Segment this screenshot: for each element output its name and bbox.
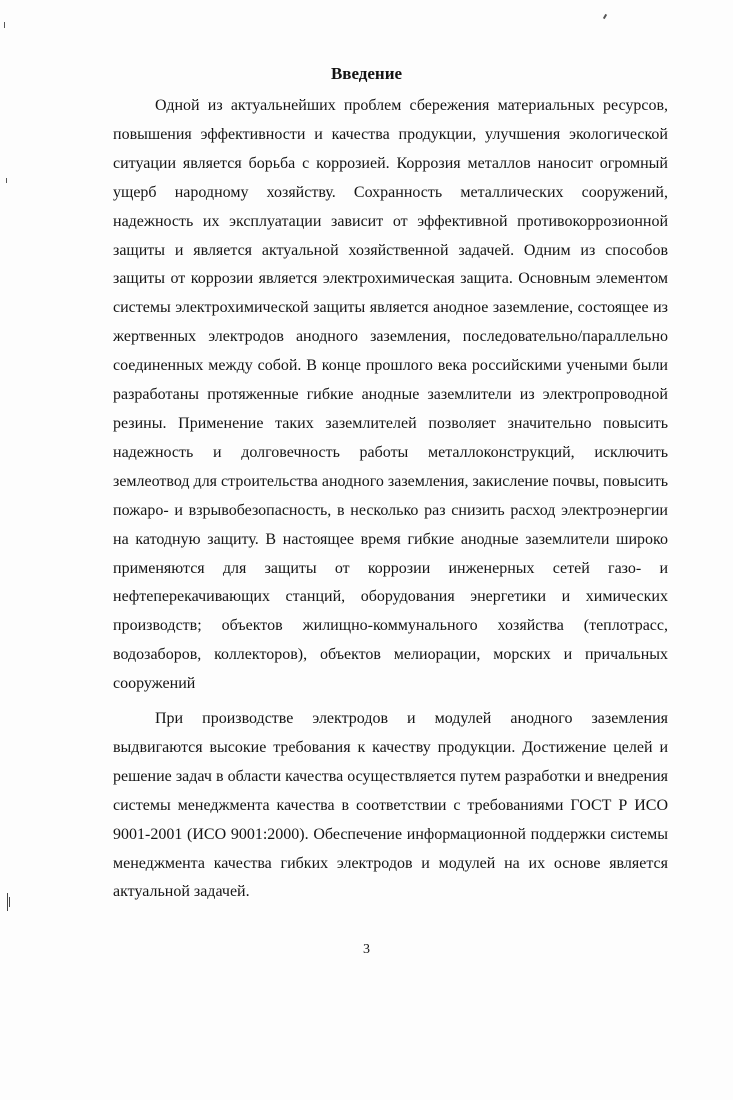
scan-speck bbox=[4, 22, 5, 28]
paragraph-intro: Одной из актуальнейших проблем сбережения материальных ресурсов, повышения эффективности и качества продукции, улучшения экологической ситуации является борьба с коррозией. Коррозия металлов наносит огромный ущерб народному хозяйству. Сохранность металлических сооружений, надежность их эксплуатации зависит от эффективной противокоррозионной защиты и является актуальной хозяйственной задачей. Одним из способов защиты от коррозии является электрохимическая защита. Основным элементом системы электрохимической защиты является анодное заземление, состоящее из жертвенных электродов анодного заземления, последовательно/параллельно соединенных между собой. В конце прошлого века российскими учеными были разработаны протяженные гибкие анодные заземлители из электропроводной резины. Применение таких заземлителей позволяет значительно повысить надежность и долговечность работы металлоконструкций, исключить землеотвод для строительства анодного заземления, закисление почвы, повысить пожаро- и взрывобезопасность, в несколько раз снизить расход электроэнергии на катодную защиту. В настоящее время гибкие анодные заземлители широко применяются для защиты от коррозии инженерных сетей газо- и нефтеперекачивающих станций, оборудования энергетики и химических производств; объектов жилищно-коммунального хозяйства (теплотрасс, водозаборов, коллекторов), объектов мелиорации, морских и причальных сооружений bbox=[113, 97, 668, 693]
body-text bbox=[113, 92, 668, 907]
scan-speck bbox=[6, 178, 7, 183]
scan-speck bbox=[603, 14, 607, 19]
page-number: 3 bbox=[363, 942, 370, 957]
paragraph-quality: При производстве электродов и модулей анодного заземления выдвигаются высокие требования к качеству продукции. Достижение целей и решение задач в области качества осуществляется путем разработки и внедрения системы менеджмента качества в соответствии с требованиями ГОСТ Р ИСО 9001-2001 (ИСО 9001:2000). Обеспечение информационной поддержки системы менеджмента качества гибких электродов и модулей на их основе является актуальной задачей. bbox=[113, 710, 668, 901]
page-title: Введение bbox=[330, 64, 403, 83]
scan-speck bbox=[7, 893, 10, 911]
